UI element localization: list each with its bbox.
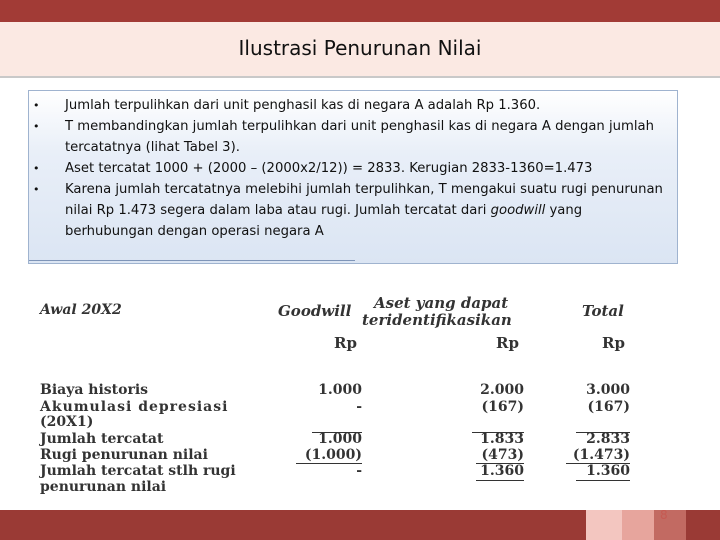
bullet-box [28, 90, 678, 264]
col-header-total: Total [582, 302, 624, 320]
row-label-cont: (20X1) [40, 414, 94, 430]
row-label: Akumulasi depresiasi [40, 399, 229, 415]
bullet-marker: • [33, 183, 40, 196]
cell-assets: (473) [481, 447, 524, 463]
row-label-cont: penurunan nilai [40, 479, 167, 495]
text-underline [29, 260, 355, 261]
cell-total: 2.833 [586, 431, 630, 447]
currency-goodwill: Rp [334, 334, 357, 352]
footer-mid-segment [654, 510, 686, 540]
cell-goodwill: 1.000 [318, 382, 362, 398]
bullet-marker: • [33, 120, 40, 133]
col-header-assets-line2: teridentifikasikan [362, 311, 512, 329]
currency-assets: Rp [496, 334, 519, 352]
row-label: Jumlah tercatat stlh rugi [40, 463, 236, 479]
goodwill-term: goodwill [490, 203, 546, 218]
footer-dark-end [686, 510, 720, 540]
footer-dark-segment [0, 510, 586, 540]
cell-assets: 2.000 [480, 382, 524, 398]
bullet-marker: • [33, 162, 40, 175]
cell-goodwill: (1.000) [304, 447, 362, 463]
table-period: Awal 20X2 [40, 302, 122, 318]
rule-assets-final [476, 480, 524, 481]
cell-goodwill: - [356, 399, 362, 415]
cell-assets: (167) [481, 399, 524, 415]
bullet-item: • Karena jumlah tercatatnya melebihi jumlah terpulihkan, T mengakui suatu rugi penurunan nilai Rp 1.473 segera dalam laba atau rugi. Jumlah tercatat dari goodwill yang berhubungan dengan operasi negara A [29, 179, 669, 242]
currency-total: Rp [602, 334, 625, 352]
slide-title: Ilustrasi Penurunan Nilai [238, 36, 482, 60]
cell-total: 3.000 [586, 382, 630, 398]
cell-assets: 1.360 [480, 463, 524, 479]
cell-total: 1.360 [586, 463, 630, 479]
bullet-item: • Jumlah terpulihkan dari unit penghasil kas di negara A adalah Rp 1.360. [29, 95, 669, 116]
col-header-goodwill: Goodwill [278, 302, 352, 320]
bullet-marker: • [33, 99, 40, 112]
page-number: 8 [660, 508, 668, 522]
cell-assets: 1.833 [480, 431, 524, 447]
cell-goodwill: 1.000 [318, 431, 362, 447]
footer-light-segment-2 [622, 510, 654, 540]
row-label: Jumlah tercatat [40, 431, 164, 447]
rule-total-final [576, 480, 630, 481]
footer-bar [0, 510, 720, 540]
row-label: Biaya historis [40, 382, 149, 398]
bullet-item: • T membandingkan jumlah terpulihkan dari unit penghasil kas di negara A dengan jumlah tercatatnya (lihat Tabel 3). [29, 116, 669, 158]
cell-total: (167) [587, 399, 630, 415]
bullet-item: • Aset tercatat 1000 + (2000 – (2000x2/12)) = 2833. Kerugian 2833-1360=1.473 [29, 158, 669, 179]
impairment-table [38, 292, 638, 497]
footer-light-segment [586, 510, 622, 540]
col-header-assets-line1: Aset yang dapat [374, 294, 509, 312]
cell-goodwill: - [356, 463, 362, 479]
row-label: Rugi penurunan nilai [40, 447, 208, 463]
cell-total: (1.473) [572, 447, 630, 463]
bullet-list [29, 95, 669, 242]
top-accent-bar [0, 0, 720, 22]
